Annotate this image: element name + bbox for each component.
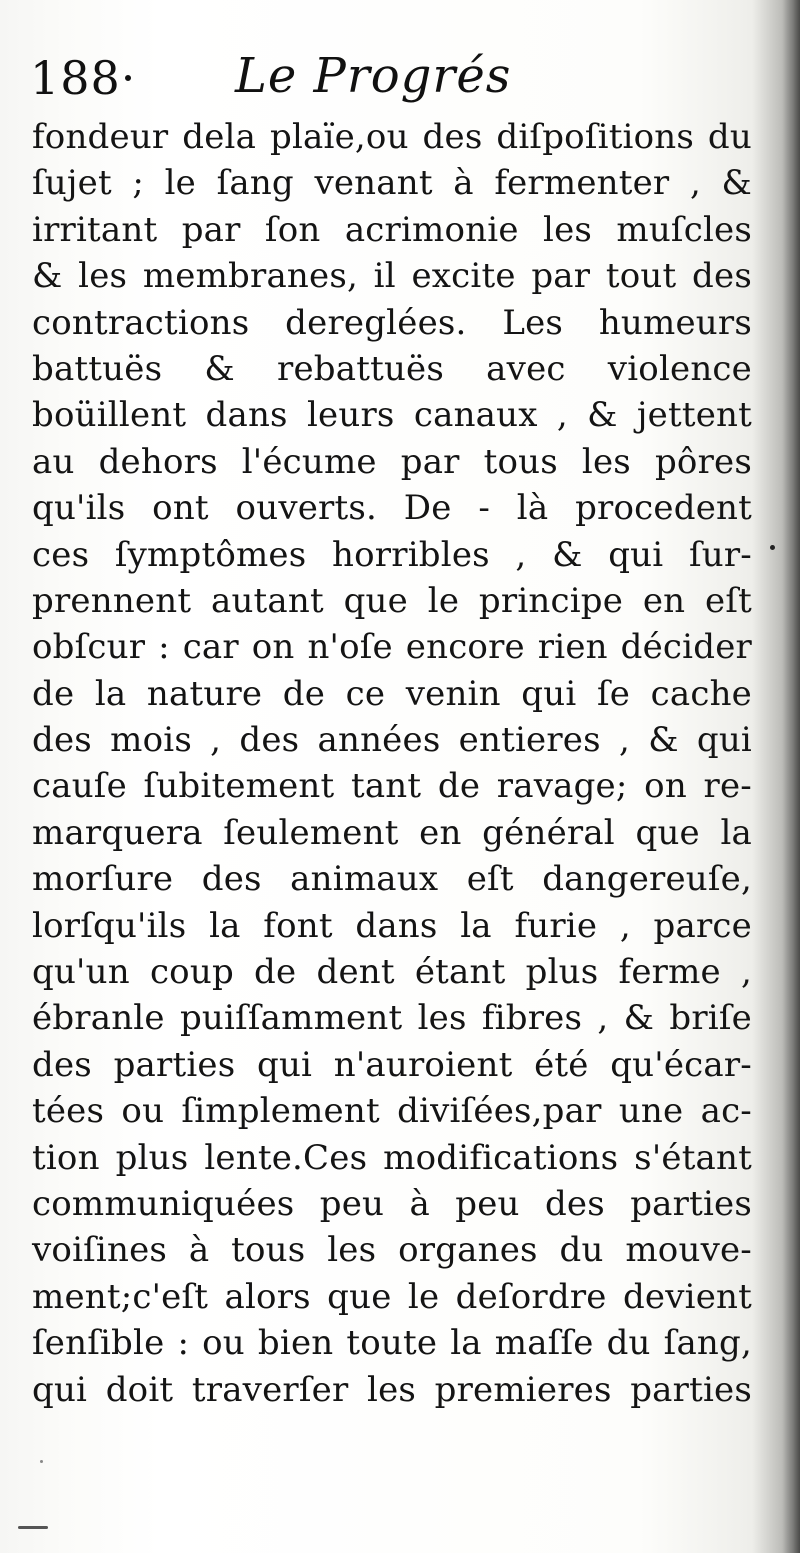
text-line: ſujet ; le ſang venant à fermenter , & <box>32 163 752 204</box>
text-line: & les membranes, il excite par tout des <box>32 256 752 297</box>
text-line: ces ſymptômes horribles , & qui ſur- <box>32 534 752 575</box>
body-text <box>32 114 752 1413</box>
ink-speck <box>40 1460 43 1463</box>
page-number: 188· <box>30 51 137 105</box>
text-line: boüillent dans leurs canaux , & jettent <box>32 395 752 436</box>
text-line: obſcur : car on n'oſe encore rien décider <box>32 627 752 668</box>
text-line: de la nature de ce venin qui ſe cache <box>32 673 752 714</box>
text-line: des mois , des années entieres , & qui <box>32 720 752 761</box>
text-line: prennent autant que le principe en eſt <box>32 580 752 621</box>
running-title: Le Progrés <box>235 48 512 104</box>
text-line: communiquées peu à peu des parties <box>32 1183 752 1224</box>
running-head <box>30 40 730 110</box>
text-line: marquera ſeulement en général que la <box>32 812 752 853</box>
text-line: au dehors l'écume par tous les pôres <box>32 441 752 482</box>
text-line: cauſe ſubitement tant de ravage; on re- <box>32 766 752 807</box>
text-line: qu'ils ont ouverts. De - là procedent <box>32 488 752 529</box>
text-line: qu'un coup de dent étant plus ferme , <box>32 952 752 993</box>
text-line: voiſines à tous les organes du mouve- <box>32 1230 752 1271</box>
text-line: battuës & rebattuës avec violence <box>32 348 752 389</box>
text-line: ébranle puiſſamment les fibres , & briſe <box>32 998 752 1039</box>
text-line: contractions dereglées. Les humeurs <box>32 302 752 343</box>
text-line: irritant par ſon acrimonie les muſcles <box>32 209 752 250</box>
text-line: des parties qui n'auroient été qu'écar- <box>32 1044 752 1085</box>
ink-speck <box>770 545 775 550</box>
text-line: fondeur dela plaïe,ou des diſpoſitions du <box>32 117 752 157</box>
text-line: lorſqu'ils la font dans la furie , parce <box>32 905 752 946</box>
text-line: tées ou ſimplement diviſées,par une ac- <box>32 1091 752 1132</box>
text-line: ment;c'eſt alors que le deſordre devient <box>32 1276 752 1317</box>
page-edge-shadow <box>782 0 800 1553</box>
text-line: morſure des animaux eſt dangereuſe, <box>32 859 752 900</box>
text-line: qui doit traverſer les premieres parties <box>32 1369 752 1410</box>
text-line: tion plus lente.Ces modifications s'étant <box>32 1137 752 1178</box>
text-line: ſenſible : ou bien toute la maſſe du ſang, <box>32 1323 752 1364</box>
ink-speck <box>18 1526 48 1529</box>
